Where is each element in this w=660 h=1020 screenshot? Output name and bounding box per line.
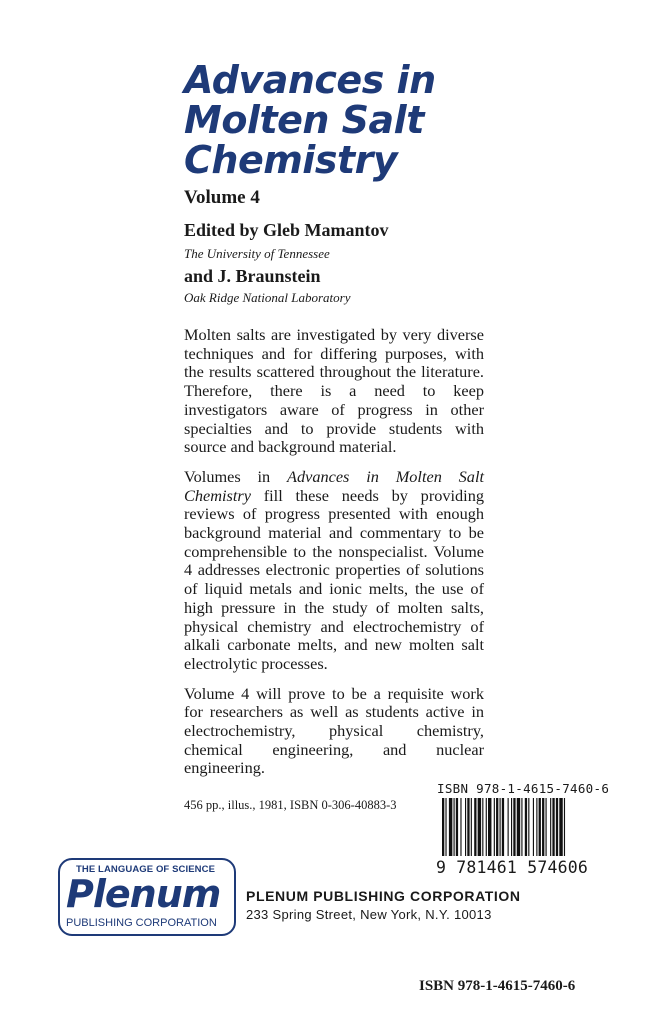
publisher-name: PLENUM PUBLISHING CORPORATION (246, 888, 521, 904)
barcode-icon (440, 798, 612, 856)
editor-1: Edited by Gleb Mamantov (184, 220, 389, 240)
book-info: 456 pp., illus., 1981, ISBN 0-306-40883-3 (184, 798, 397, 812)
logo-subtitle: PUBLISHING CORPORATION (66, 917, 217, 929)
title-line-2: Molten Salt (184, 98, 424, 142)
series-title-italic: Advances in Molten Salt Chemistry (184, 466, 484, 505)
description (184, 326, 484, 789)
title-line-1: Advances in (184, 58, 436, 102)
logo-name: Plenum (66, 872, 221, 916)
editor-2: and J. Braunstein (184, 266, 321, 286)
book-title (184, 60, 604, 180)
plenum-logo (58, 858, 236, 936)
title-line-3: Chemistry (184, 138, 398, 182)
publisher-address: 233 Spring Street, New York, N.Y. 10013 (246, 907, 492, 922)
paragraph-2-rest: fill these needs by providing reviews of progress presented with enough background material and commentary to be comprehensible to the nonspecialist. Volume 4 addresses electronic properties of solutions of liquid metals and ionic melts, the use of high pressure in the study of molten salts, physical chemistry and electrochemistry of alkali carbonate melts, and new molten salt electrolytic processes. (184, 485, 484, 673)
editor-1-affiliation: The University of Tennessee (184, 246, 330, 261)
isbn-bottom: ISBN 978-1-4615-7460-6 (419, 978, 576, 994)
paragraph-2-prefix: Volumes in (184, 466, 288, 486)
editor-2-affiliation: Oak Ridge National Laboratory (184, 290, 351, 305)
volume-label: Volume 4 (184, 187, 260, 208)
barcode-isbn: ISBN 978-1-4615-7460-6 (437, 781, 610, 796)
description-paragraph-3: Volume 4 will prove to be a requisite work for researchers as well as students active in electrochemistry, physical chemistry, chemical engineering, and nuclear engineering. (184, 683, 484, 778)
logo-tagline: THE LANGUAGE OF SCIENCE (76, 864, 216, 875)
barcode-digits: 9 781461 574606 (436, 858, 589, 877)
description-paragraph-1: Molten salts are investigated by very diverse techniques and for differing purposes, with the results scattered throughout the literature. Therefore, there is a need to keep investigators aware of progress in other specialties and to provide students with source and background material. (184, 325, 484, 457)
description-paragraph-2 (184, 468, 484, 674)
